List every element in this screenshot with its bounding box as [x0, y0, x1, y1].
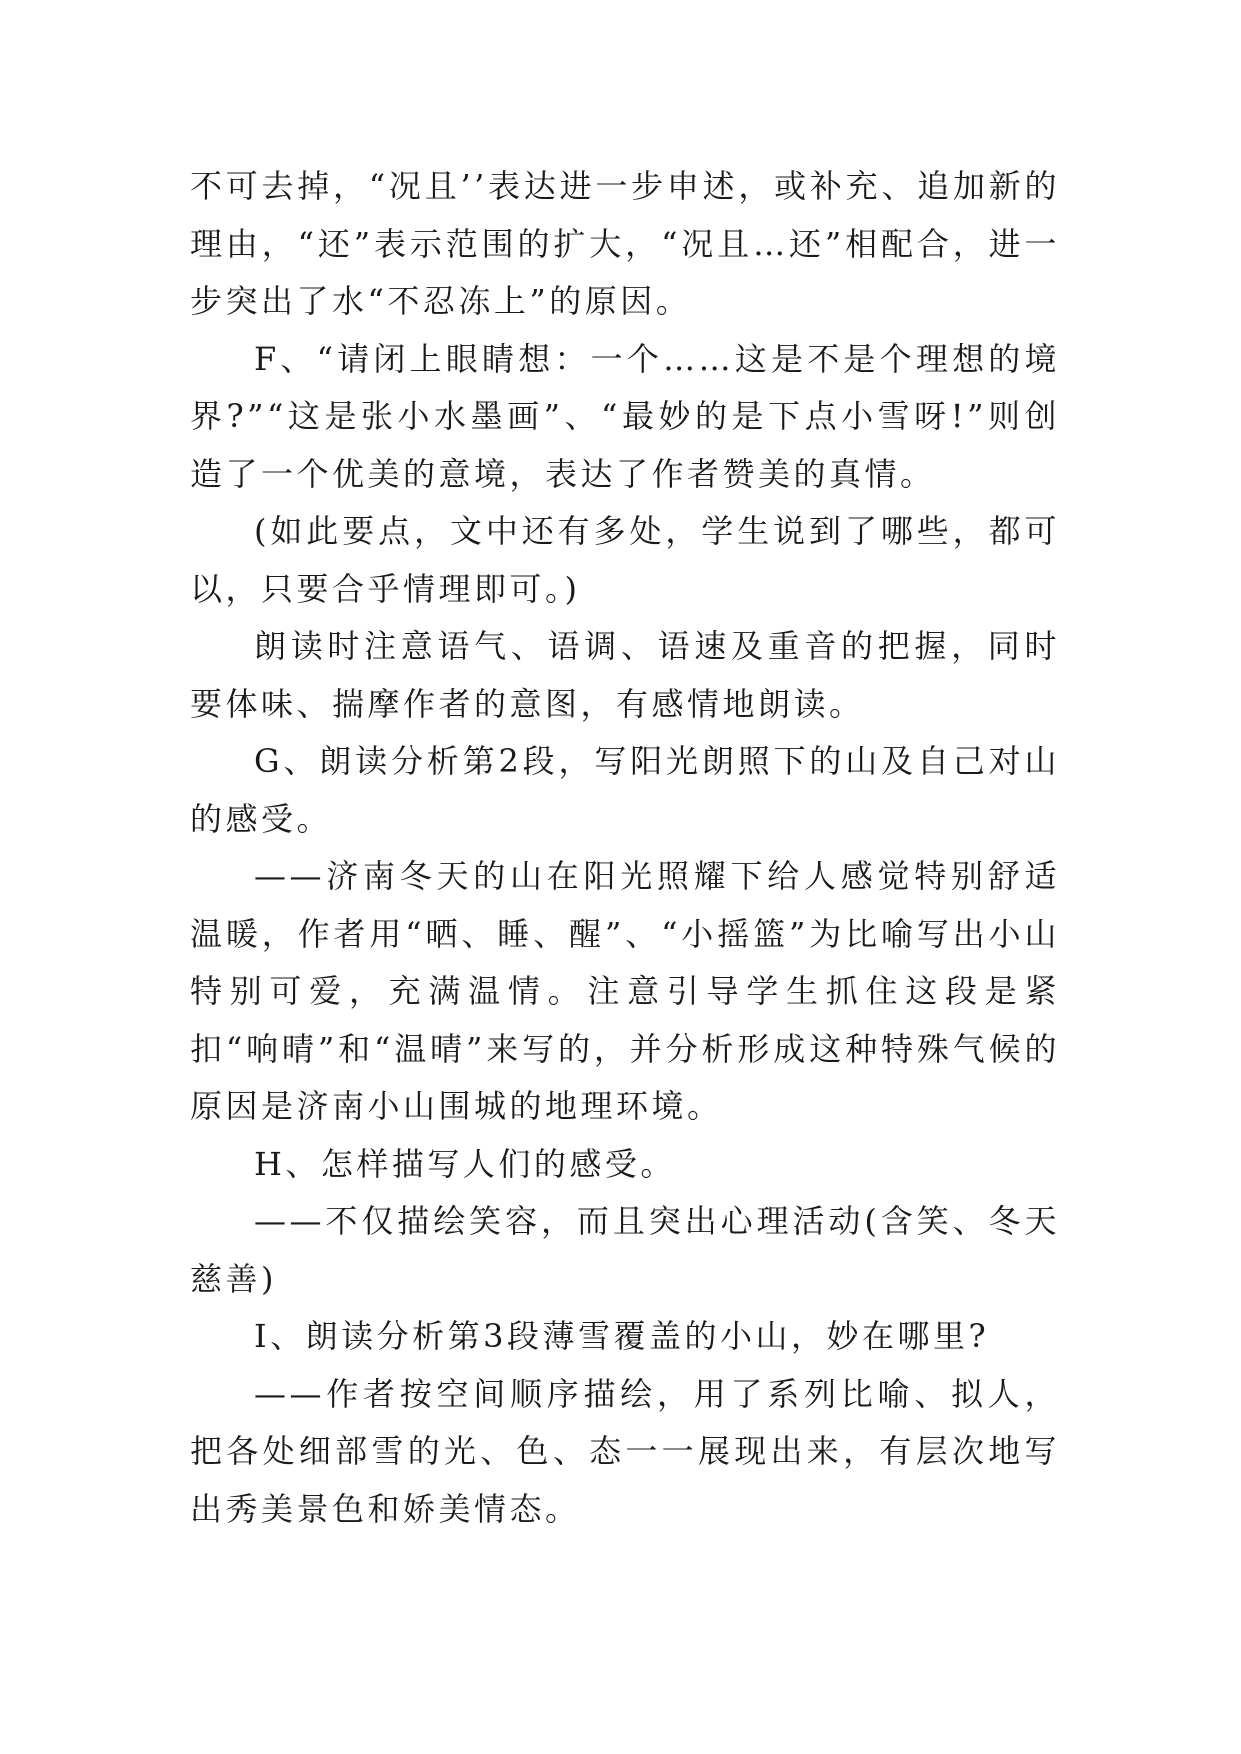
- paragraph-9: I、朗读分析第3段薄雪覆盖的小山，妙在哪里?: [254, 1317, 990, 1355]
- paragraph-1: 不可去掉，“况且’’表达进一步申述，或补充、追加新的理由，“还”表示范围的扩大，“况且…还”相配合，进一步突出了水“不忍冻上”的原因。: [190, 167, 1060, 320]
- paragraph-6: ——济南冬天的山在阳光照耀下给人感觉特别舒适温暖，作者用“晒、睡、醒”、“小摇篮”为比喻写出小山特别可爱，充满温情。注意引导学生抓住这段是紧扣“响晴”和“温晴”来写的，并分析形成这种特殊气候的原因是济南小山围城的地理环境。: [190, 857, 1060, 1125]
- paragraph-8: ——不仅描绘笑容，而且突出心理活动(含笑、冬天慈善): [190, 1202, 1060, 1298]
- paragraph-3: (如此要点，文中还有多处，学生说到了哪些，都可以，只要合乎情理即可。): [190, 512, 1060, 608]
- paragraph-10: ——作者按空间顺序描绘，用了系列比喻、拟人，把各处细部雪的光、色、态一一展现出来，有层次地写出秀美景色和娇美情态。: [190, 1374, 1060, 1528]
- document-body: [190, 158, 1060, 1538]
- paragraph-7: H、怎样描写人们的感受。: [254, 1144, 676, 1183]
- paragraph-2: F、“请闭上眼睛想：一个……这是不是个理想的境界?”“这是张小水墨画”、“最妙的是下点小雪呀!”则创造了一个优美的意境，表达了作者赞美的真情。: [190, 339, 1060, 493]
- paragraph-4: 朗读时注意语气、语调、语速及重音的把握，同时要体味、揣摩作者的意图，有感情地朗读。: [190, 627, 1060, 723]
- paragraph-5: G、朗读分析第2段，写阳光朗照下的山及自己对山的感受。: [190, 742, 1060, 838]
